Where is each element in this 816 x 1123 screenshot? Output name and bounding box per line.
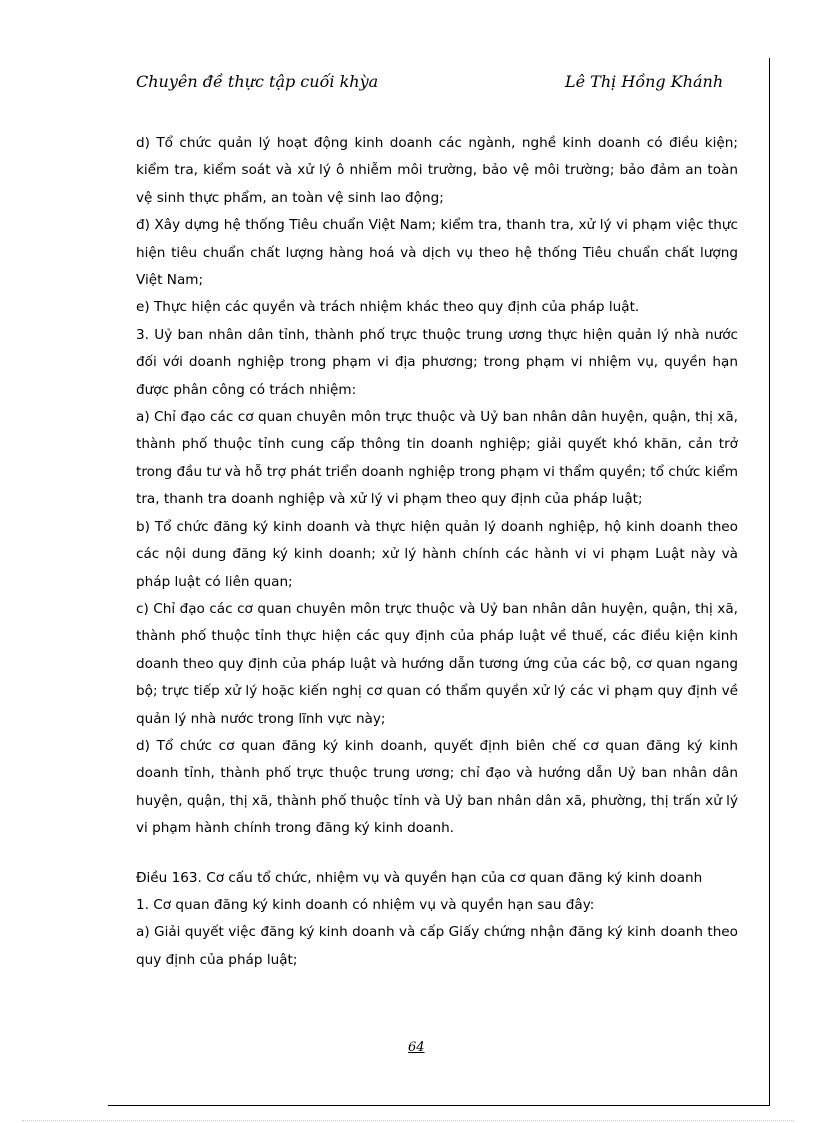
paragraph-3: 3. Uỷ ban nhân dân tỉnh, thành phố trực thuộc trung ương thực hiện quản lý nhà nước đối với doanh nghiệp trong phạm vi địa phương; trong phạm vi nhiệm vụ, quyền hạn được phân công có trách nhiệm: <box>136 326 738 398</box>
article-clause-1: 1. Cơ quan đăng ký kinh doanh có nhiệm vụ và quyền hạn sau đây: <box>136 896 595 913</box>
paragraph-e: e) Thực hiện các quyền và trách nhiệm khác theo quy định của pháp luật. <box>136 299 640 316</box>
page-header <box>136 72 724 96</box>
page-number: 64 <box>408 1040 425 1055</box>
header-title: Chuyên đề thực tập cuối khỳa <box>136 72 379 91</box>
paragraph-3b: b) Tổ chức đăng ký kinh doanh và thực hiện quản lý doanh nghiệp, hộ kinh doanh theo các nội dung đăng ký kinh doanh; xử lý hành chính các hành vi vi phạm Luật này và pháp luật có liên quan; <box>136 518 738 590</box>
article-title: Điều 163. Cơ cấu tổ chức, nhiệm vụ và quyền hạn của cơ quan đăng ký kinh doanh <box>136 869 703 886</box>
paragraph-d: d) Tổ chức quản lý hoạt động kinh doanh các ngành, nghề kinh doanh có điều kiện; kiểm tra, kiểm soát và xử lý ô nhiễm môi trường, bảo vệ môi trường; bảo đảm an toàn vệ sinh thực phẩm, an toàn vệ sinh lao động; <box>136 135 738 206</box>
header-author: Lê Thị Hồng Khánh <box>565 72 724 91</box>
paragraph-3c: c) Chỉ đạo các cơ quan chuyên môn trực thuộc và Uỷ ban nhân dân huyện, quận, thị xã, thành phố thuộc tỉnh thực hiện các quy định của pháp luật về thuế, các điều kiện kinh doanh theo quy định của pháp luật và hướng dẫn tương ứng của các bộ, cơ quan ngang bộ; trực tiếp xử lý hoặc kiến nghị cơ quan có thẩm quyền xử lý các vi phạm quy định về quản lý nhà nước trong lĩnh vực này; <box>136 600 738 727</box>
paragraph-3a: a) Chỉ đạo các cơ quan chuyên môn trực thuộc và Uỷ ban nhân dân huyện, quận, thị xã, thành phố thuộc tỉnh cung cấp thông tin doanh nghiệp; giải quyết khó khăn, cản trở trong đầu tư và hỗ trợ phát triển doanh nghiệp trong phạm vi thẩm quyền; tổ chức kiểm tra, thanh tra doanh nghiệp và xử lý vi phạm theo quy định của pháp luật; <box>136 409 738 508</box>
paragraph-3d: d) Tổ chức cơ quan đăng ký kinh doanh, quyết định biên chế cơ quan đăng ký kinh doanh tỉnh, thành phố trực thuộc trung ương; chỉ đạo và hướng dẫn Uỷ ban nhân dân huyện, quận, thị xã, thành phố thuộc tỉnh và Uỷ ban nhân dân xã, phường, thị trấn xử lý vi phạm hành chính trong đăng ký kinh doanh. <box>136 737 738 837</box>
article-point-a: a) Giải quyết việc đăng ký kinh doanh và cấp Giấy chứng nhận đăng ký kinh doanh theo quy định của pháp luật; <box>136 924 738 968</box>
paragraph-dd: đ) Xây dựng hệ thống Tiêu chuẩn Việt Nam; kiểm tra, thanh tra, xử lý vi phạm việc thực hiện tiêu chuẩn chất lượng hàng hoá và dịch vụ theo hệ thống Tiêu chuẩn chất lượng Việt Nam; <box>136 217 738 289</box>
page-bottom-divider <box>22 1120 794 1121</box>
document-body <box>136 130 738 974</box>
section-gap <box>136 843 738 865</box>
